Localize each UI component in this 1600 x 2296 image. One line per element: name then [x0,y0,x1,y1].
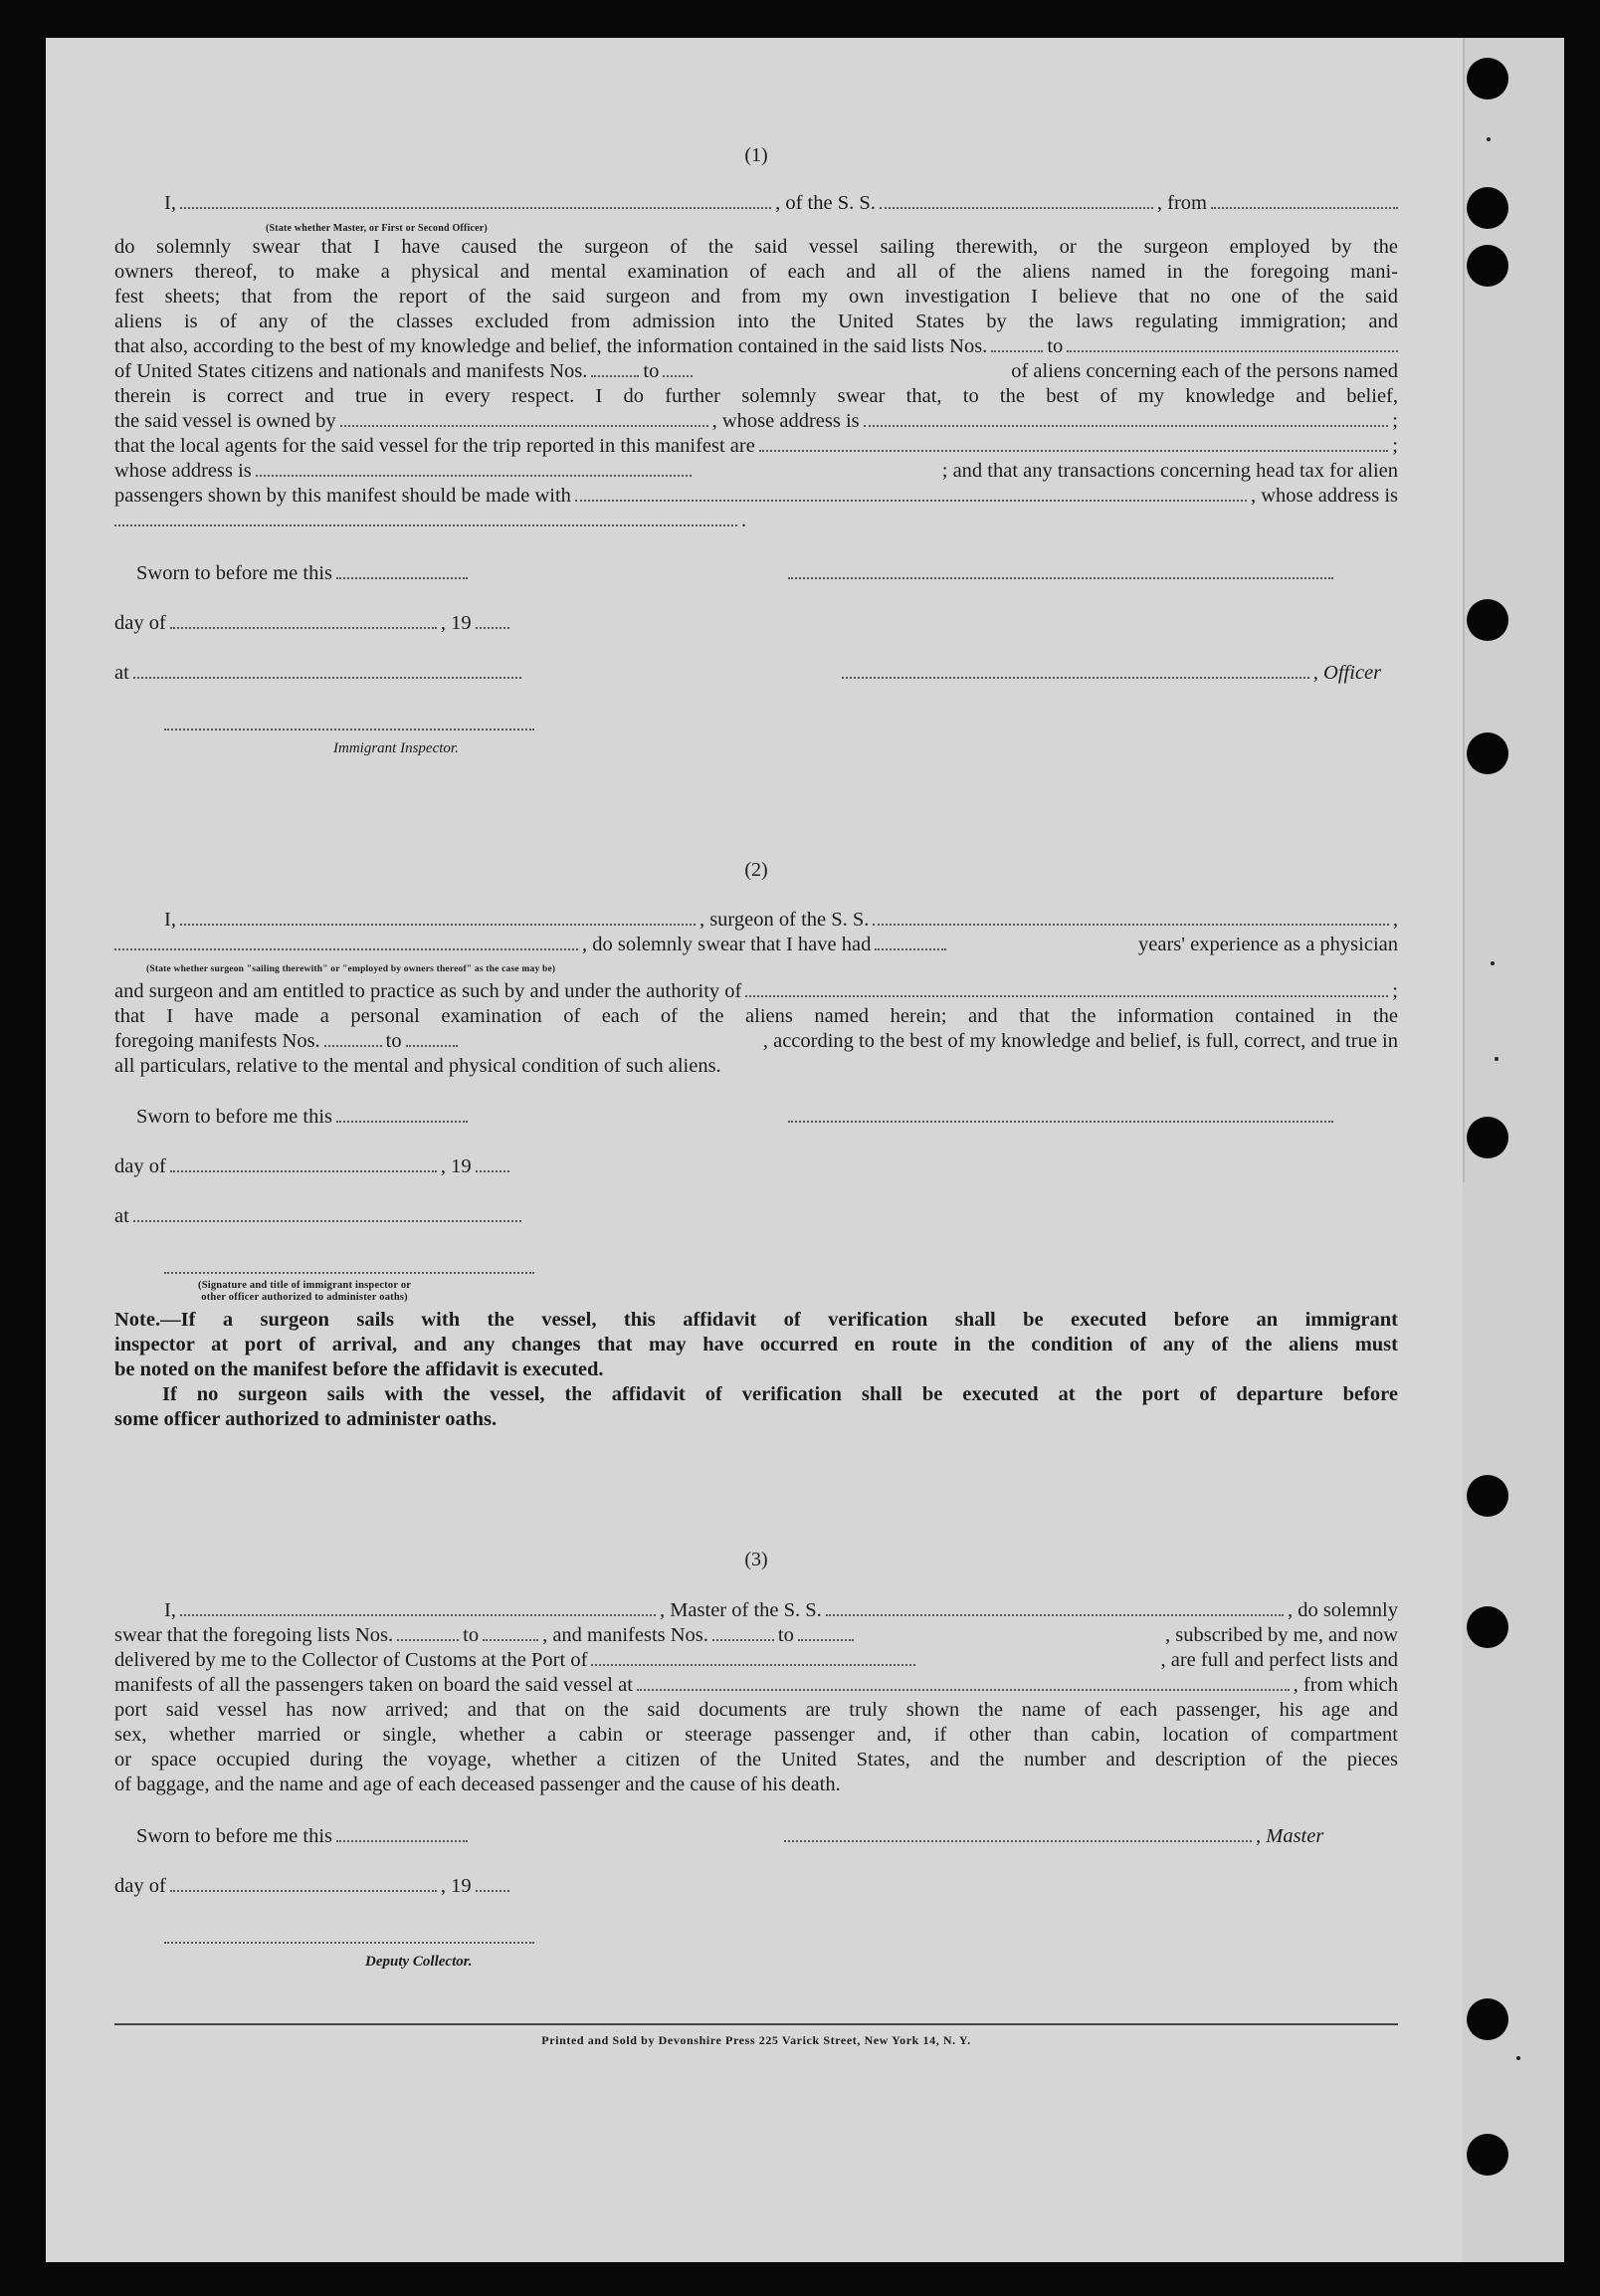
binder-hole [1467,732,1508,774]
inspector-signature-field[interactable] [164,1256,534,1274]
sworn-day-field[interactable] [336,561,468,579]
note-paragraph: Note.—If a surgeon sails with the vessel, this affidavit of verification shall be executed before an immigrant inspector at port of arrival, and any changes that may have occurred en route in the condition of any of the aliens must be noted on the manifest before the affidavit is executed. [114,1309,1398,1380]
officer-title-field[interactable] [842,661,1309,679]
surgeon-signature-field[interactable] [788,1105,1333,1123]
binder-hole [1467,599,1508,641]
deputy-signature-field[interactable] [164,1926,534,1944]
binder-hole [1467,1117,1508,1158]
manifests-from-field[interactable] [712,1623,774,1641]
officer-signature-field[interactable] [788,561,1333,579]
head-tax-address-field[interactable] [114,509,737,526]
binder-hole [1467,1606,1508,1648]
deputy-label: Deputy Collector. [365,1954,473,1970]
departure-port-field[interactable] [1211,191,1398,209]
oath-paragraph: do solemnly swear that I have caused the surgeon of the said vessel sailing therewith, or the surgeon employed by the owners thereof, to make a physical and mental examination of each and all of the aliens named in the foregoing mani- fest sheets; that from the report of the said surgeon and from my own investigation I believe that no one of the said aliens is of any of the classes excluded from admission into the United States by the laws regulating immigration; and [114,236,1398,332]
binder-hole [1467,2134,1508,2176]
binder-hole [1467,1475,1508,1517]
speck [1495,1057,1499,1061]
sworn-year-field[interactable] [476,1154,509,1172]
signature-caption: (Signature and title of immigrant inspector or other officer authorized to administer oaths) [198,1280,412,1303]
binder-hole [1467,1998,1508,2040]
surgeon-manifest-from-field[interactable] [324,1029,382,1047]
inspector-signature-field[interactable] [164,713,534,731]
speck [1487,137,1491,141]
lists-from-field[interactable] [397,1623,459,1641]
binder-hole [1467,245,1508,287]
head-tax-contact-field[interactable] [575,484,1247,502]
field-caption: (State whether surgeon "sailing therewith" or "employed by owners thereof" as the case may be) [146,964,556,974]
sworn-year-field[interactable] [476,1874,509,1892]
binder-hole [1467,187,1508,229]
licensing-authority-field[interactable] [745,979,1388,997]
vessel-owner-field[interactable] [340,409,708,427]
footer-rule [114,2023,1398,2025]
sworn-day-field[interactable] [336,1824,468,1842]
lists-to-field[interactable] [483,1623,538,1641]
sworn-place-field[interactable] [133,661,521,679]
section-title: (1) [744,144,768,166]
speck [1516,2056,1520,2060]
printer-imprint: Printed and Sold by Devonshire Press 225 Varick Street, New York 14, N. Y. [541,2033,971,2047]
officer-rank-field[interactable] [180,191,771,209]
vessel-name-field[interactable] [880,191,1153,209]
oath-line: I, , of the S. S. , from [114,191,1398,216]
owner-address-field[interactable] [864,409,1389,427]
manifest-to-field[interactable] [663,359,693,377]
surgeon-name-field[interactable] [180,908,696,926]
years-experience-field[interactable] [875,933,946,950]
field-caption: (State whether Master, or First or Second Officer) [266,223,488,234]
manifest-from-field[interactable] [591,359,639,377]
list-from-field[interactable] [991,334,1043,352]
surgeon-status-field[interactable] [114,933,578,950]
sworn-month-field[interactable] [170,1154,437,1172]
surgeon-vessel-field[interactable] [873,908,1388,926]
sworn-day-field[interactable] [336,1105,468,1123]
surgeon-manifest-to-field[interactable] [406,1029,458,1047]
speck [1491,961,1495,965]
sworn-month-field[interactable] [170,611,437,629]
embarkation-port-field[interactable] [637,1673,1290,1691]
master-signature-field[interactable] [784,1824,1252,1842]
binder-hole [1467,58,1508,100]
section-title: (2) [744,859,768,881]
list-to-field[interactable] [1067,334,1398,352]
sworn-place-field[interactable] [133,1204,521,1222]
section-title: (3) [744,1549,768,1570]
port-field[interactable] [591,1648,915,1666]
manifests-to-field[interactable] [798,1623,854,1641]
local-agents-field[interactable] [759,434,1388,452]
master-name-field[interactable] [180,1598,656,1616]
sworn-month-field[interactable] [170,1874,437,1892]
agents-address-field[interactable] [256,459,692,477]
fold-line [1463,38,1465,1182]
note-label: Note. [114,1309,161,1331]
sworn-year-field[interactable] [476,611,509,629]
inspector-label: Immigrant Inspector. [333,740,459,756]
master-vessel-field[interactable] [826,1598,1284,1616]
